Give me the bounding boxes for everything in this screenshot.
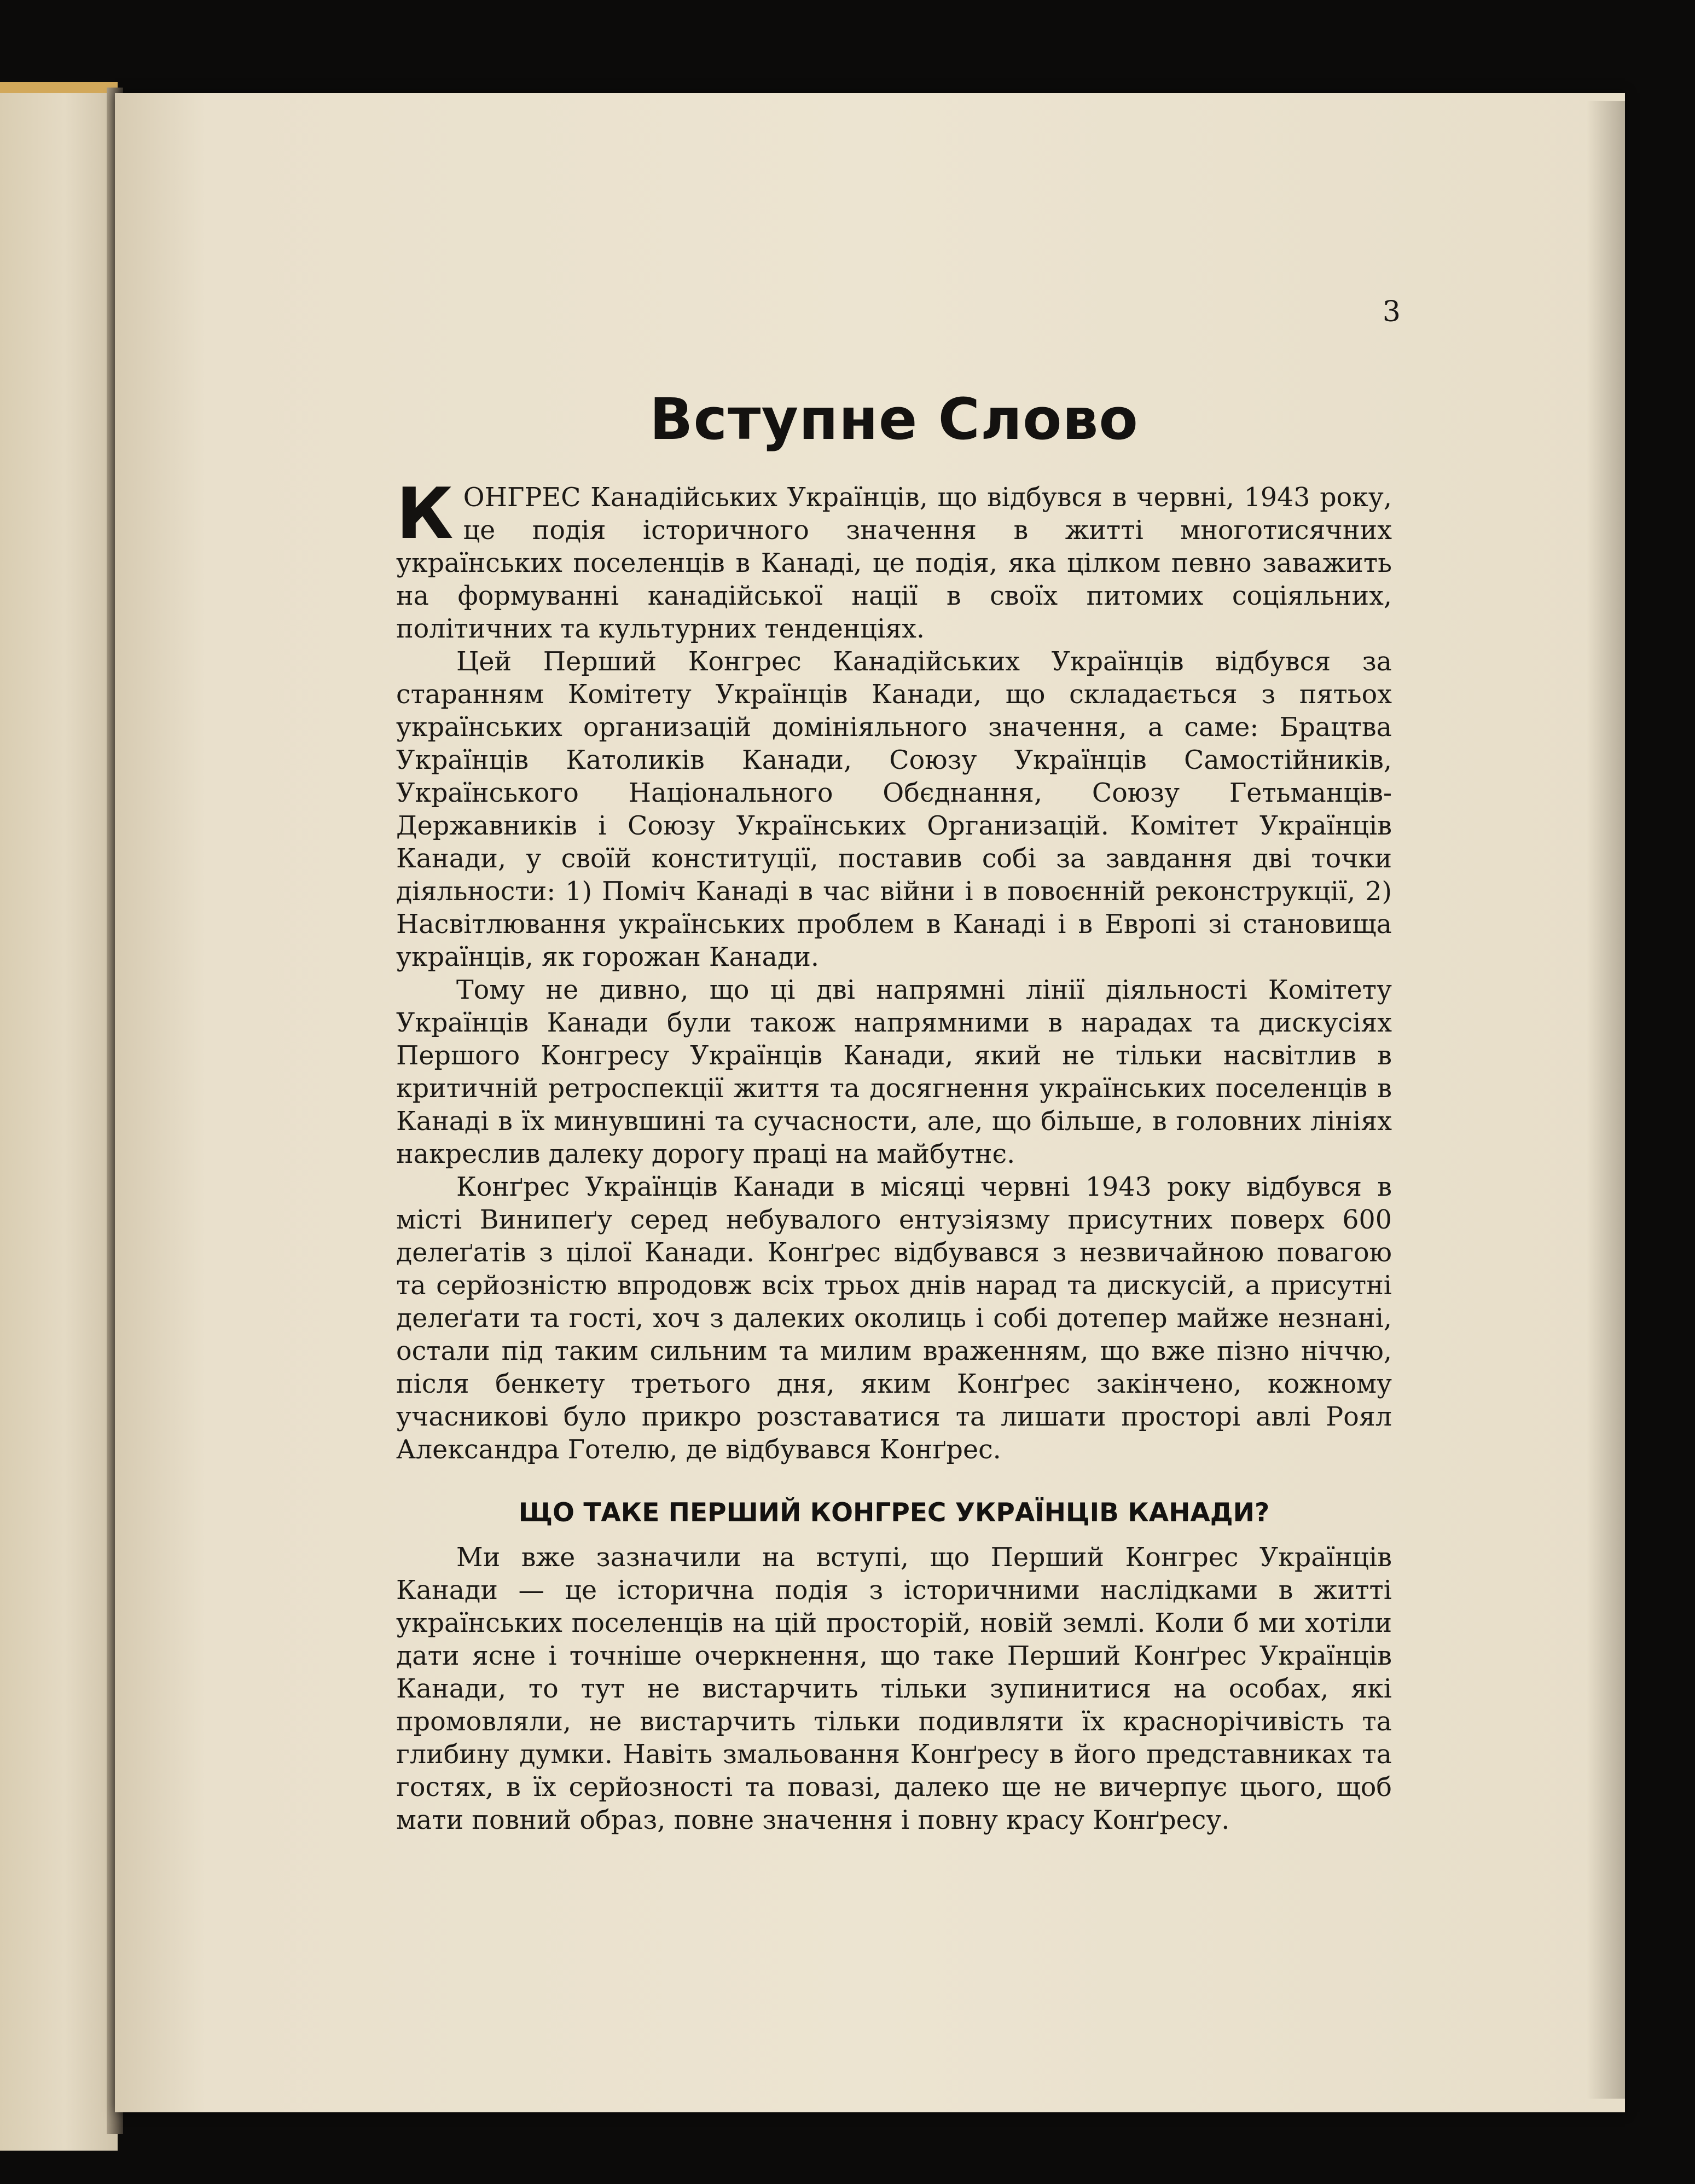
drop-cap-letter: К [396,473,454,555]
intro-paragraph-1-text: Канадійських Українців, що відбувся в червні, 1943 року, це подія історичного значення в житті многотисячних українських поселенців в Канаді, це подія, яка цілком певно заважить на формуванні канадійської нації в своїх питомих соціяльних, політичних та культурних тенденціях. [396,483,1392,644]
page-title: Вступне Слово [649,386,1139,453]
section-heading: ЩО ТАКЕ ПЕРШИЙ КОНГРЕС УКРАЇНЦІВ КАНАДИ? [518,1498,1270,1528]
intro-paragraph-1 [396,473,1392,646]
intro-first-word: ОНГРЕС [463,483,581,513]
section-paragraph-1: Ми вже зазначили на вступі, що Перший Конгрес Українців Канади — це історична подія з історичними наслідками в житті українських поселенців на цій просторій, новій землі. Коли б ми хотіли дати ясне і точніше очеркнення, що таке Перший Конґрес Українців Канади, то тут не вистарчить тільки зупинитися на особах, які промовляли, не вистарчить тільки подивляти їх краснорічивість та глибину думки. Навіть змальовання Конґресу в його представниках та гостях, в їх серйозності та повазі, далеко ще не вичерпує цього, щоб мати повний образ, повне значення і повну красу Конґресу. [396,1543,1392,1835]
body-text [396,473,1392,1837]
intro-paragraph-2: Цей Перший Конгрес Канадійських Українців відбувся за стaранням Комітету Українців Канади, що складається з пятьох українських организацій домініяльного значення, а саме: Брацтва Українців Католиків Канади, Союзу Українців Самостійників, Українського Національного Обєднання, Союзу Гетьманців-Державників і Союзу Українських Организацій. Комітет Українців Канади, у своїй конституції, поставив собі за завдання дві точки діяльности: 1) Поміч Канаді в час війни і в повоєнній реконструкції, 2) Насвітлювання українських проблем в Канаді і в Европі зі становища українців, як горожан Канади. [396,647,1392,972]
intro-paragraph-3: Тому не дивно, що ці дві напрямні лінії діяльності Комітету Українців Канади були також напрямними в нарадах та дискусіях Першого Конгресу Українців Канади, який не тільки насвітлив в критичній ретроспекції життя та досягнення українських поселенців в Канаді в їх минувшині та сучасности, але, що більше, в головних лініях накреслив далеку дорогу праці на майбутнє. [396,975,1392,1169]
page-number: 3 [1382,296,1401,328]
page-edge-shadow [1587,101,1625,2099]
intro-paragraph-4: Конґрес Українців Канади в місяці червні 1943 року відбувся в місті Винипеґу серед небувалого ентузіязму присутних поверх 600 делеґатів з цілої Канади. Конґрес відбувався з незвичайною повагою та серйозністю впродовж всіх трьох днів нарад та дискусій, а присутні делеґати та гості, хоч з далеких околиць і собі дотепер майже незнані, остали під таким сильним та милим враженням, що вже пізно ніччю, після бенкету третього дня, яким Конґрес закінчено, кожному учасникові було прикро розставатися та лишати просторі авлі Роял Александра Готелю, де відбувався Конґрес. [396,1172,1392,1465]
left-page-edge [0,82,118,2151]
